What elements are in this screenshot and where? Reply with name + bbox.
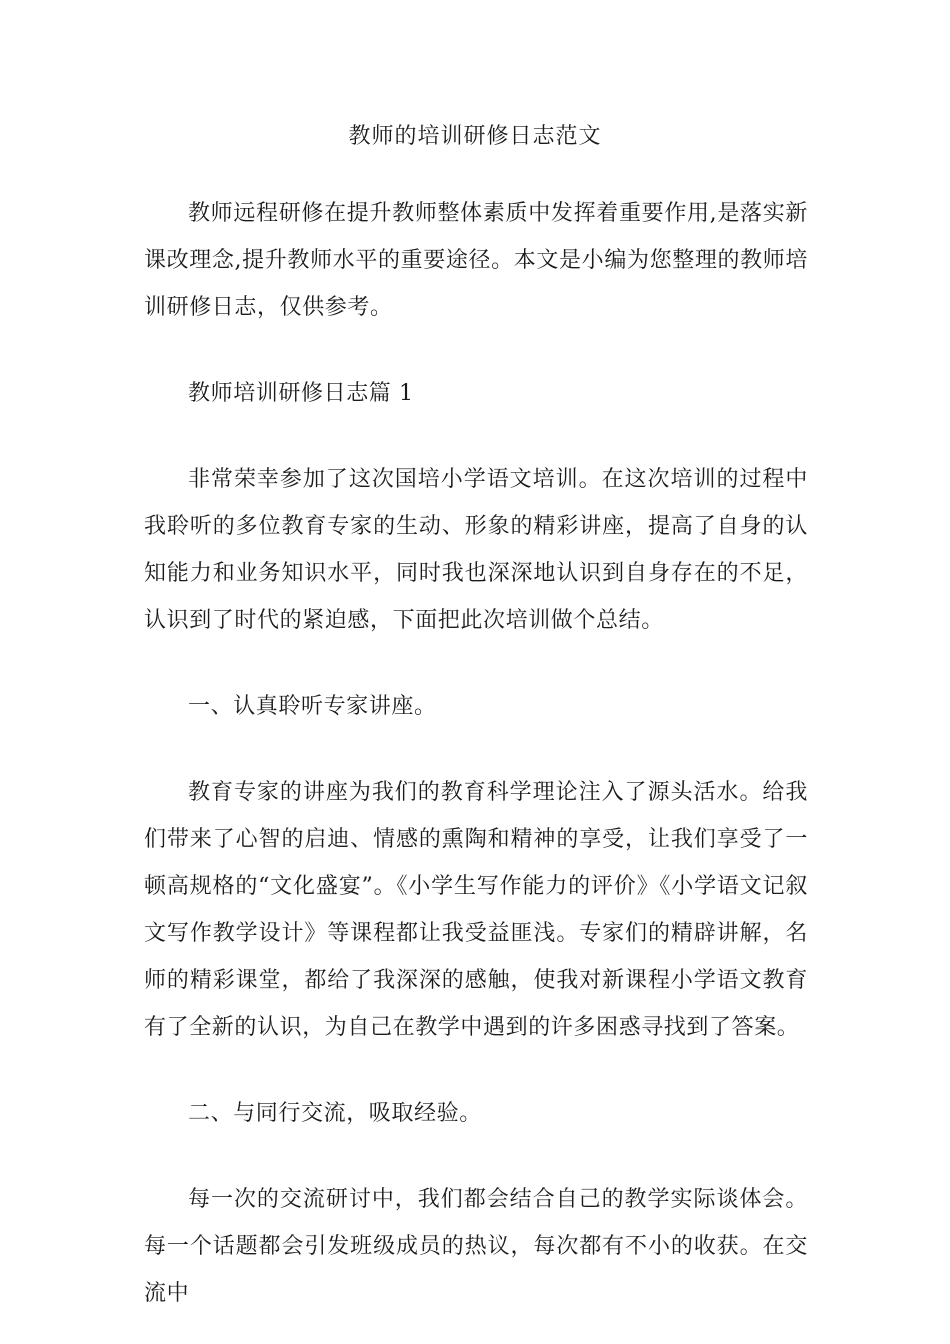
paragraph-spacer xyxy=(144,730,808,769)
section-heading-part-1: 教师培训研修日志篇 1 xyxy=(188,381,414,406)
body-paragraph: 教育专家的讲座为我们的教育科学理论注入了源头活水。给我们带来了心智的启迪、情感的熏陶和精神的享受，让我们享受了一顿高规格的“文化盛宴”。《小学生写作能力的评价》《小学语文记叙文写作教学设计》等课程都让我受益匪浅。专家们的精辟讲解，名师的精彩课堂，都给了我深深的感触，使我对新课程小学语文教育有了全新的认识，为自己在教学中遇到的许多困惑寻找到了答案。 xyxy=(144,780,808,1040)
paragraph-spacer xyxy=(144,1051,808,1090)
intro-paragraph: 教师远程研修在提升教师整体素质中发挥着重要作用,是落实新课改理念,提升教师水平的重要途径。本文是小编为您整理的教师培训研修日志，仅供参考。 xyxy=(144,201,808,320)
body-paragraph: 每一次的交流研讨中，我们都会结合自己的教学实际谈体会。每一个话题都会引发班级成员的热议，每次都有不小的收获。在交流中 xyxy=(144,1187,808,1306)
paragraph-spacer xyxy=(144,417,808,456)
body-paragraph: 非常荣幸参加了这次国培小学语文培训。在这次培训的过程中我聆听的多位教育专家的生动、形象的精彩讲座，提高了自身的认知能力和业务知识水平，同时我也深深地认识到自身存在的不足，认识到了时代的紧迫感，下面把此次培训做个总结。 xyxy=(144,467,808,633)
paragraph-spacer xyxy=(144,644,808,683)
paragraph-spacer xyxy=(144,331,808,370)
subheading-peer-exchange: 二、与同行交流，吸取经验。 xyxy=(188,1101,482,1126)
document-body xyxy=(144,190,808,1317)
subheading-listen-lectures: 一、认真聆听专家讲座。 xyxy=(188,694,437,719)
document-title: 教师的培训研修日志范文 xyxy=(348,124,602,149)
paragraph-spacer xyxy=(144,1137,808,1176)
